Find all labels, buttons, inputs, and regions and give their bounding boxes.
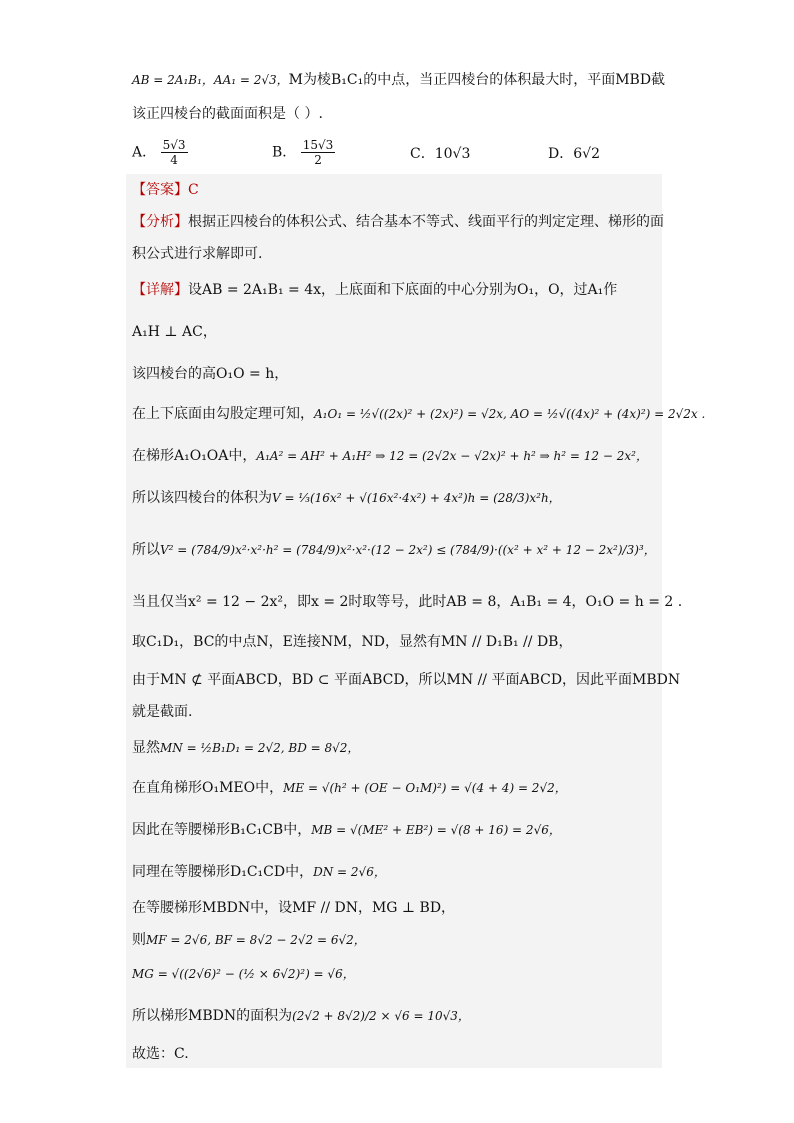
numerator: 15√3 <box>302 138 334 152</box>
solution-formula: MB = √(ME² + EB²) = √(8 + 16) = 2√6， <box>311 823 561 837</box>
solution-formula: A₁A² = AH² + A₁H² ⇒ 12 = (2√2x − √2x)² + h² ⇒ h² = 12 − 2x²， <box>256 449 648 463</box>
question-text: M为棱B₁C₁的中点，当正四棱台的体积最大时，平面MBD截 <box>288 72 666 88</box>
analysis-line-1 <box>132 212 662 232</box>
option-a <box>132 138 188 167</box>
answer-value: C <box>188 182 199 198</box>
solution-formula: MN = ½B₁D₁ = 2√2, BD = 8√2， <box>160 741 360 755</box>
solution-line-13 <box>132 778 662 798</box>
solution-line-4 <box>132 404 706 424</box>
option-b <box>272 138 335 167</box>
analysis-tag: 【分析】 <box>132 214 188 230</box>
solution-formula: MF = 2√6, BF = 8√2 − 2√2 = 6√2， <box>146 933 366 947</box>
solution-formula: A₁O₁ = ½√((2x)² + (2x)²) = √2x, AO = ½√((4x)² + (4x)²) = 2√2x . <box>314 407 706 421</box>
question-line-2: 该正四棱台的截面面积是（ ）. <box>132 106 323 122</box>
solution-text: 所以该四棱台的体积为 <box>132 490 272 506</box>
solution-line-3: 该四棱台的高O₁O = h， <box>132 366 289 382</box>
solution-line-18 <box>132 964 662 984</box>
option-fraction <box>301 138 336 167</box>
analysis-text: 根据正四棱台的体积公式、结合基本不等式、线面平行的判定定理、梯形的面 <box>188 214 664 230</box>
solution-formula: ME = √(h² + (OE − O₁M)²) = √(4 + 4) = 2√2， <box>283 781 567 795</box>
option-letter: A． <box>132 144 157 161</box>
solution-line-11: 就是截面. <box>132 704 193 720</box>
solution-line-15 <box>132 862 662 882</box>
solution-text: 所以 <box>132 542 160 558</box>
option-d <box>548 144 600 164</box>
question-line-1 <box>132 70 666 90</box>
given-equation: AB = 2A₁B₁，AA₁ = 2√3， <box>132 73 289 87</box>
solution-tag: 【详解】 <box>132 282 188 298</box>
solution-line-17 <box>132 930 662 950</box>
solution-line-8: 当且仅当x² = 12 − 2x²，即x = 2时取等号，此时AB = 8，A₁B₁ = 4，O₁O = h = 2 . <box>132 594 683 610</box>
solution-line-14 <box>132 820 662 840</box>
denominator: 2 <box>314 153 322 167</box>
solution-text: 同理在等腰梯形D₁C₁CD中， <box>132 864 314 880</box>
option-letter: C． <box>410 146 435 162</box>
solution-line-7 <box>132 540 662 560</box>
solution-text: 因此在等腰梯形B₁C₁CB中， <box>132 822 312 838</box>
solution-formula: V² = (784/9)x²·x²·h² = (784/9)x²·x²·(12 − 2x²) ≤ (784/9)·((x² + x² + 12 − 2x²)/3)³， <box>160 543 656 557</box>
solution-formula: DN = 2√6， <box>313 865 386 879</box>
option-letter: D． <box>548 146 574 162</box>
solution-line-10: 由于MN ⊄ 平面ABCD，BD ⊂ 平面ABCD，所以MN // 平面ABCD，因此平面MBDN <box>132 672 681 688</box>
option-value: 10√3 <box>434 146 471 162</box>
solution-formula: V = ⅓(16x² + √(16x²·4x²) + 4x²)h = (28/3)x²h， <box>272 491 561 505</box>
solution-line-5 <box>132 446 662 466</box>
solution-line-6 <box>132 488 662 508</box>
solution-text: 在梯形A₁O₁OA中， <box>132 448 257 464</box>
numerator: 5√3 <box>162 138 186 152</box>
solution-text: 设AB = 2A₁B₁ = 4x，上底面和下底面的中心分别为O₁，O，过A₁作 <box>188 282 618 298</box>
solution-formula: MG = √((2√6)² − (½ × 6√2)²) = √6， <box>132 967 355 981</box>
solution-line-12 <box>132 738 662 758</box>
solution-text: 在直角梯形O₁MEO中， <box>132 780 284 796</box>
solution-line-9: 取C₁D₁，BC的中点N，E连接NM，ND，显然有MN // D₁B₁ // DB， <box>132 634 573 650</box>
solution-text: 所以梯形MBDN的面积为 <box>132 1008 293 1024</box>
option-letter: B． <box>272 144 297 161</box>
option-value: 6√2 <box>573 146 600 162</box>
denominator: 4 <box>170 153 178 167</box>
solution-line-19 <box>132 1006 662 1026</box>
answer-tag: 【答案】 <box>132 182 188 198</box>
solution-formula: (2√2 + 8√2)/2 × √6 = 10√3， <box>292 1009 470 1023</box>
option-fraction <box>161 138 188 167</box>
answer-line <box>132 180 662 200</box>
option-c <box>410 144 470 164</box>
solution-line-1 <box>132 280 662 300</box>
solution-line-16: 在等腰梯形MBDN中，设MF // DN，MG ⊥ BD， <box>132 900 456 916</box>
analysis-line-2: 积公式进行求解即可. <box>132 246 263 262</box>
solution-text: 显然 <box>132 740 160 756</box>
solution-line-2: A₁H ⊥ AC， <box>132 324 217 340</box>
solution-text: 则 <box>132 932 146 948</box>
solution-text: 在上下底面由勾股定理可知， <box>132 406 314 422</box>
solution-line-20: 故选：C. <box>132 1046 189 1062</box>
